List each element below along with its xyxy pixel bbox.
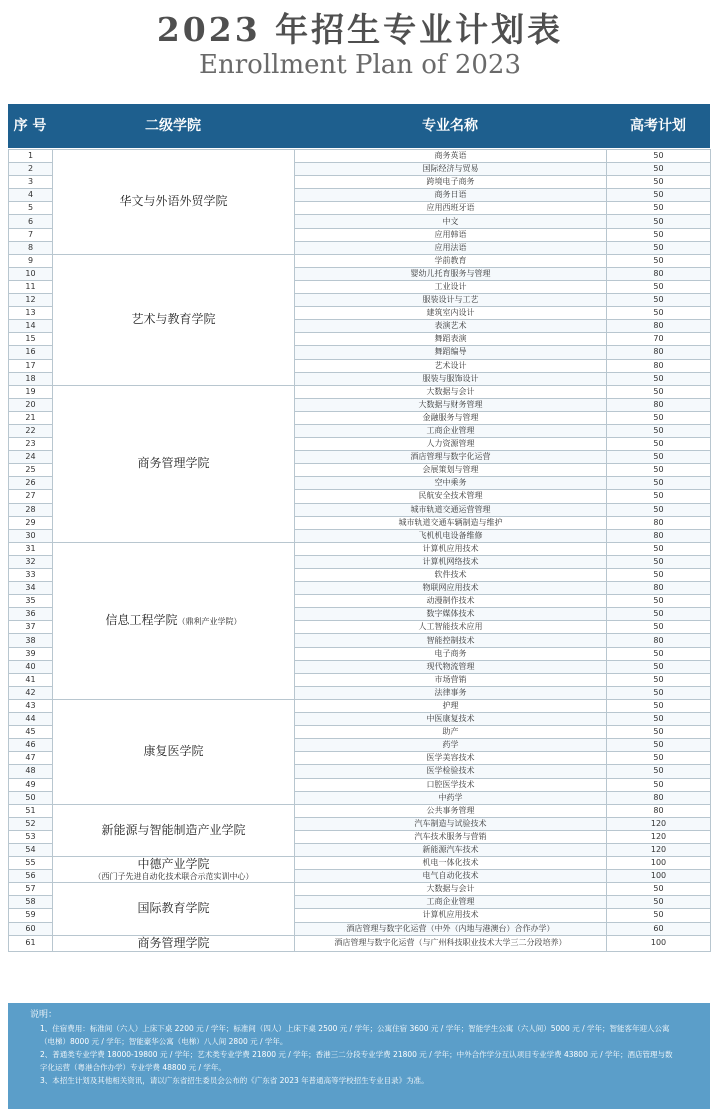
plan-quota: 80 <box>607 804 711 817</box>
row-number: 15 <box>9 333 53 346</box>
college-cell <box>53 883 295 935</box>
row-number: 19 <box>9 385 53 398</box>
major-name: 民航安全技术管理 <box>295 490 607 503</box>
college-name: 康复医学院 <box>143 744 204 759</box>
plan-quota: 50 <box>607 608 711 621</box>
major-name: 跨境电子商务 <box>295 176 607 189</box>
plan-quota: 50 <box>607 438 711 451</box>
major-name: 空中乘务 <box>295 477 607 490</box>
college-cell <box>53 150 295 255</box>
enrollment-table <box>8 149 711 952</box>
major-name: 现代物流管理 <box>295 660 607 673</box>
row-number: 56 <box>9 870 53 883</box>
row-number: 50 <box>9 791 53 804</box>
plan-quota: 50 <box>607 569 711 582</box>
plan-quota: 50 <box>607 752 711 765</box>
college-name: 商务管理学院 <box>137 935 210 950</box>
plan-quota: 50 <box>607 215 711 228</box>
major-name: 物联网应用技术 <box>295 582 607 595</box>
plan-quota: 50 <box>607 254 711 267</box>
major-name: 汽车技术服务与营销 <box>295 830 607 843</box>
header-number: 序 号 <box>13 118 47 134</box>
plan-quota: 50 <box>607 385 711 398</box>
major-name: 数字媒体技术 <box>295 608 607 621</box>
row-number: 5 <box>9 202 53 215</box>
major-name: 电气自动化技术 <box>295 870 607 883</box>
major-name: 应用法语 <box>295 241 607 254</box>
major-name: 机电一体化技术 <box>295 857 607 870</box>
plan-quota: 80 <box>607 582 711 595</box>
row-number: 51 <box>9 804 53 817</box>
major-name: 建筑室内设计 <box>295 307 607 320</box>
plan-quota: 50 <box>607 739 711 752</box>
major-name: 城市轨道交通车辆制造与维护 <box>295 516 607 529</box>
plan-quota: 50 <box>607 909 711 922</box>
row-number: 45 <box>9 726 53 739</box>
plan-quota: 80 <box>607 346 711 359</box>
major-name: 中文 <box>295 215 607 228</box>
major-name: 人工智能技术应用 <box>295 621 607 634</box>
plan-quota: 60 <box>607 922 711 935</box>
plan-quota: 50 <box>607 451 711 464</box>
plan-quota: 50 <box>607 883 711 896</box>
page-subtitle: Enrollment Plan of 2023 <box>199 50 521 80</box>
plan-quota: 50 <box>607 477 711 490</box>
row-number: 8 <box>9 241 53 254</box>
college-cell <box>53 254 295 385</box>
major-name: 舞蹈编导 <box>295 346 607 359</box>
row-number: 32 <box>9 555 53 568</box>
major-name: 电子商务 <box>295 647 607 660</box>
major-name: 大数据与会计 <box>295 883 607 896</box>
note-reference: 3、本招生计划及其他相关资讯，请以广东省招生委员会公布的《广东省 2023 年普通高等学校招生专业目录》为准。 <box>40 1076 429 1085</box>
major-name: 助产 <box>295 726 607 739</box>
row-number: 34 <box>9 582 53 595</box>
row-number: 42 <box>9 686 53 699</box>
college-name: 华文与外语外贸学院 <box>119 194 228 209</box>
major-name: 医学美容技术 <box>295 752 607 765</box>
major-name: 城市轨道交通运营管理 <box>295 503 607 516</box>
plan-quota: 50 <box>607 150 711 163</box>
row-number: 40 <box>9 660 53 673</box>
plan-quota: 80 <box>607 267 711 280</box>
major-name: 口腔医学技术 <box>295 778 607 791</box>
row-number: 39 <box>9 647 53 660</box>
row-number: 3 <box>9 176 53 189</box>
table-row <box>9 883 711 896</box>
table-row <box>9 804 711 817</box>
row-number: 35 <box>9 595 53 608</box>
major-name: 工商企业管理 <box>295 896 607 909</box>
plan-quota: 50 <box>607 464 711 477</box>
plan-quota: 80 <box>607 791 711 804</box>
plan-quota: 50 <box>607 621 711 634</box>
row-number: 1 <box>9 150 53 163</box>
row-number: 49 <box>9 778 53 791</box>
plan-quota: 50 <box>607 555 711 568</box>
major-name: 工商企业管理 <box>295 424 607 437</box>
page-title: 2023 年招生专业计划表 <box>156 10 564 49</box>
major-name: 计算机网络技术 <box>295 555 607 568</box>
plan-quota: 50 <box>607 490 711 503</box>
table-row <box>9 542 711 555</box>
plan-quota: 100 <box>607 870 711 883</box>
plan-quota: 50 <box>607 726 711 739</box>
plan-quota: 50 <box>607 241 711 254</box>
header-college: 二级学院 <box>145 118 201 134</box>
table-row <box>9 857 711 870</box>
row-number: 58 <box>9 896 53 909</box>
row-number: 25 <box>9 464 53 477</box>
row-number: 43 <box>9 699 53 712</box>
major-name: 法律事务 <box>295 686 607 699</box>
major-name: 服装设计与工艺 <box>295 294 607 307</box>
major-name: 酒店管理与数字化运营 <box>295 451 607 464</box>
table-row <box>9 935 711 951</box>
major-name: 中药学 <box>295 791 607 804</box>
row-number: 17 <box>9 359 53 372</box>
row-number: 36 <box>9 608 53 621</box>
college-name: 商务管理学院 <box>137 456 210 471</box>
college-cell <box>53 699 295 804</box>
plan-quota: 50 <box>607 542 711 555</box>
row-number: 12 <box>9 294 53 307</box>
plan-quota: 80 <box>607 529 711 542</box>
college-cell <box>53 857 295 883</box>
plan-quota: 120 <box>607 817 711 830</box>
major-name: 表演艺术 <box>295 320 607 333</box>
college-subtitle: （西门子先进自动化技术联合示范实训中心） <box>93 872 254 882</box>
plan-quota: 50 <box>607 595 711 608</box>
row-number: 53 <box>9 830 53 843</box>
major-name: 艺术设计 <box>295 359 607 372</box>
row-number: 21 <box>9 411 53 424</box>
plan-quota: 50 <box>607 765 711 778</box>
major-name: 飞机机电设备维修 <box>295 529 607 542</box>
row-number: 54 <box>9 843 53 856</box>
table-row <box>9 254 711 267</box>
row-number: 2 <box>9 163 53 176</box>
major-name: 婴幼儿托育服务与管理 <box>295 267 607 280</box>
table-header <box>8 104 710 148</box>
table-row <box>9 699 711 712</box>
row-number: 26 <box>9 477 53 490</box>
plan-quota: 50 <box>607 228 711 241</box>
plan-quota: 50 <box>607 411 711 424</box>
row-number: 11 <box>9 280 53 293</box>
major-name: 公共事务管理 <box>295 804 607 817</box>
notes-panel <box>8 1003 710 1109</box>
row-number: 9 <box>9 254 53 267</box>
header-plan: 高考计划 <box>630 118 686 134</box>
row-number: 55 <box>9 857 53 870</box>
plan-quota: 70 <box>607 333 711 346</box>
plan-quota: 50 <box>607 176 711 189</box>
row-number: 44 <box>9 713 53 726</box>
row-number: 52 <box>9 817 53 830</box>
row-number: 29 <box>9 516 53 529</box>
major-name: 计算机应用技术 <box>295 909 607 922</box>
row-number: 30 <box>9 529 53 542</box>
major-name: 酒店管理与数字化运营（中外（内地与港澳台）合作办学） <box>295 922 607 935</box>
row-number: 18 <box>9 372 53 385</box>
plan-quota: 50 <box>607 896 711 909</box>
college-cell <box>53 804 295 856</box>
major-name: 应用韩语 <box>295 228 607 241</box>
row-number: 4 <box>9 189 53 202</box>
row-number: 60 <box>9 922 53 935</box>
plan-quota: 80 <box>607 320 711 333</box>
major-name: 人力资源管理 <box>295 438 607 451</box>
plan-quota: 50 <box>607 372 711 385</box>
row-number: 7 <box>9 228 53 241</box>
major-name: 金融服务与管理 <box>295 411 607 424</box>
row-number: 37 <box>9 621 53 634</box>
college-name: 国际教育学院 <box>137 901 210 916</box>
row-number: 38 <box>9 634 53 647</box>
row-number: 16 <box>9 346 53 359</box>
plan-quota: 50 <box>607 280 711 293</box>
plan-quota: 50 <box>607 686 711 699</box>
row-number: 27 <box>9 490 53 503</box>
row-number: 22 <box>9 424 53 437</box>
plan-quota: 50 <box>607 660 711 673</box>
plan-quota: 50 <box>607 503 711 516</box>
college-cell <box>53 542 295 699</box>
row-number: 13 <box>9 307 53 320</box>
plan-quota: 80 <box>607 516 711 529</box>
plan-quota: 50 <box>607 189 711 202</box>
notes-list <box>40 1022 680 1087</box>
row-number: 46 <box>9 739 53 752</box>
plan-quota: 50 <box>607 202 711 215</box>
plan-quota: 50 <box>607 699 711 712</box>
row-number: 6 <box>9 215 53 228</box>
major-name: 新能源汽车技术 <box>295 843 607 856</box>
college-cell <box>53 385 295 542</box>
row-number: 20 <box>9 398 53 411</box>
row-number: 28 <box>9 503 53 516</box>
major-name: 计算机应用技术 <box>295 542 607 555</box>
row-number: 24 <box>9 451 53 464</box>
major-name: 服装与服饰设计 <box>295 372 607 385</box>
college-name: 艺术与教育学院 <box>131 312 216 327</box>
major-name: 学前教育 <box>295 254 607 267</box>
row-number: 23 <box>9 438 53 451</box>
major-name: 国际经济与贸易 <box>295 163 607 176</box>
plan-quota: 50 <box>607 307 711 320</box>
plan-quota: 120 <box>607 830 711 843</box>
row-number: 10 <box>9 267 53 280</box>
major-name: 舞蹈表演 <box>295 333 607 346</box>
row-number: 57 <box>9 883 53 896</box>
major-name: 药学 <box>295 739 607 752</box>
major-name: 软件技术 <box>295 569 607 582</box>
plan-quota: 50 <box>607 647 711 660</box>
header-major: 专业名称 <box>422 118 478 134</box>
major-name: 酒店管理与数字化运营（与广州科技职业技术大学三二分段培养） <box>295 935 607 951</box>
plan-quota: 100 <box>607 935 711 951</box>
major-name: 大数据与财务管理 <box>295 398 607 411</box>
row-number: 59 <box>9 909 53 922</box>
plan-quota: 80 <box>607 634 711 647</box>
plan-quota: 50 <box>607 713 711 726</box>
major-name: 会展策划与管理 <box>295 464 607 477</box>
notes-label: 说明： <box>30 1010 58 1020</box>
plan-quota: 50 <box>607 778 711 791</box>
major-name: 市场营销 <box>295 673 607 686</box>
college-name: 新能源与智能制造产业学院 <box>101 822 246 837</box>
table-row <box>9 150 711 163</box>
major-name: 医学检验技术 <box>295 765 607 778</box>
major-name: 中医康复技术 <box>295 713 607 726</box>
row-number: 33 <box>9 569 53 582</box>
major-name: 智能控制技术 <box>295 634 607 647</box>
plan-quota: 100 <box>607 857 711 870</box>
major-name: 护理 <box>295 699 607 712</box>
note-tuition: 2、普通类专业学费 18000-19800 元 / 学年；艺术类专业学费 21800 元 / 学年；香港三二分段专业学费 21800 元 / 学年；中外合作学分互认项目专业学费 43800 元 / 学年；酒店管理与数字化运营（粤港合作办学）专业学费 48800 元 / 学年。 <box>40 1050 673 1072</box>
major-name: 商务日语 <box>295 189 607 202</box>
plan-quota: 50 <box>607 294 711 307</box>
major-name: 工业设计 <box>295 280 607 293</box>
row-number: 31 <box>9 542 53 555</box>
table-row <box>9 385 711 398</box>
row-number: 41 <box>9 673 53 686</box>
note-accommodation: 1、住宿费用：标准间（六人）上床下桌 2200 元 / 学年；标准间（四人）上床下桌 2500 元 / 学年；公寓住宿 3600 元 / 学年；智能学生公寓（六人间）5000 元 / 学年；智能客年迎人公寓（电梯）8000 元 / 学年；智能豪华公寓（电梯）八人间 2800 元 / 学年。 <box>40 1024 670 1046</box>
plan-quota: 50 <box>607 673 711 686</box>
plan-quota: 50 <box>607 424 711 437</box>
row-number: 61 <box>9 935 53 951</box>
college-name: 中德产业学院 <box>137 857 210 872</box>
major-name: 汽车制造与试验技术 <box>295 817 607 830</box>
plan-quota: 50 <box>607 163 711 176</box>
major-name: 商务英语 <box>295 150 607 163</box>
major-name: 大数据与会计 <box>295 385 607 398</box>
college-name: 信息工程学院 <box>105 613 178 628</box>
row-number: 48 <box>9 765 53 778</box>
plan-quota: 80 <box>607 398 711 411</box>
major-name: 动漫制作技术 <box>295 595 607 608</box>
college-subtitle: （鼎利产业学院） <box>177 617 242 627</box>
plan-quota: 80 <box>607 359 711 372</box>
row-number: 14 <box>9 320 53 333</box>
major-name: 应用西班牙语 <box>295 202 607 215</box>
row-number: 47 <box>9 752 53 765</box>
plan-quota: 120 <box>607 843 711 856</box>
college-cell <box>53 935 295 951</box>
